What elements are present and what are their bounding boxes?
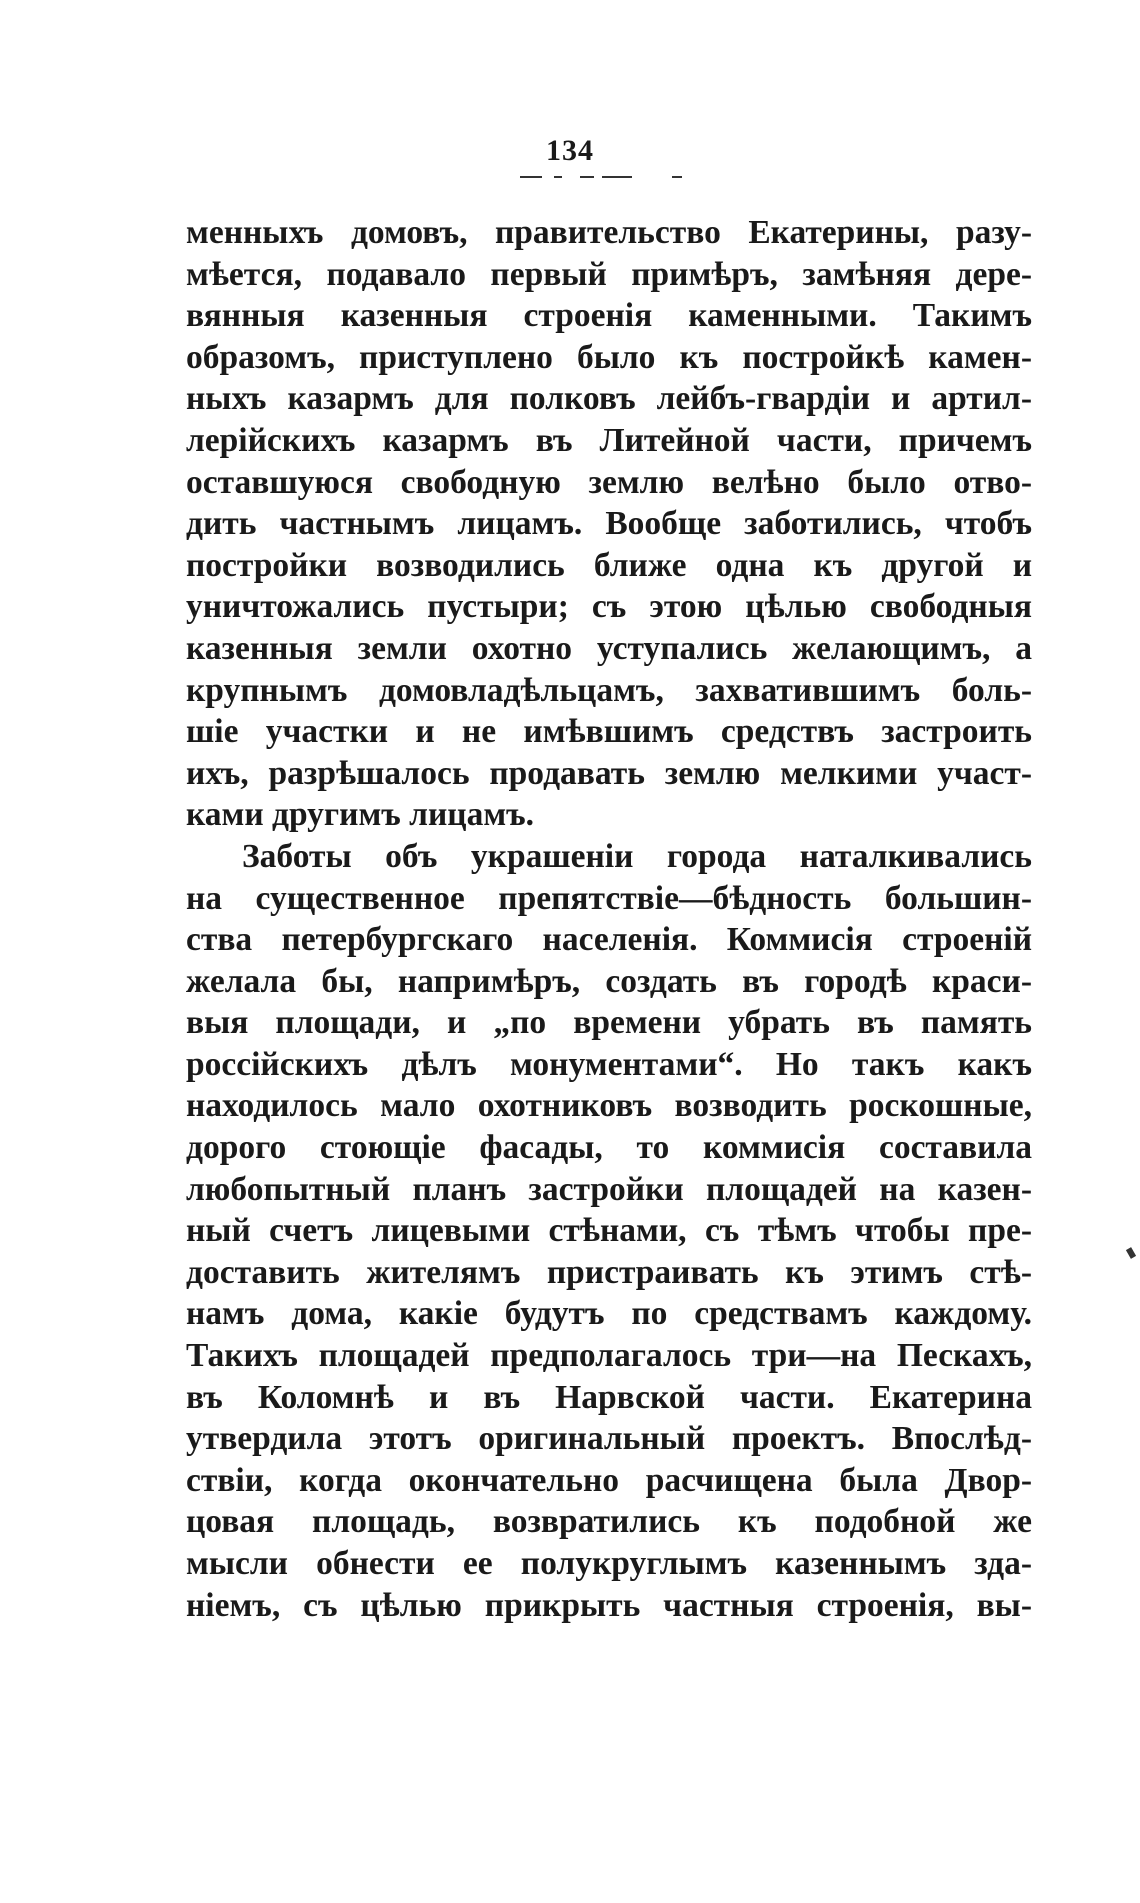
text-line: на существенное препятствіе—бѣдность большин-	[186, 879, 1032, 917]
text-line: утвердила этотъ оригинальный проектъ. Впослѣд-	[186, 1420, 1032, 1458]
text-line: ками другимъ лицамъ.	[186, 796, 535, 834]
ink-speck	[1126, 1247, 1136, 1259]
text-line: уничтожались пустыри; съ этою цѣлью свободныя	[186, 588, 1032, 626]
page-number: 134	[546, 134, 594, 167]
text-line: Заботы объ украшеніи города наталкивались	[242, 837, 1032, 875]
text-line: доставить жителямъ пристраивать къ этимъ стѣ-	[186, 1253, 1032, 1291]
text-line: въ Коломнѣ и въ Нарвской части. Екатерина	[186, 1378, 1032, 1416]
text-line: шіе участки и не имѣвшимъ средствъ застроить	[186, 713, 1032, 751]
text-line: ства петербургскаго населенія. Коммисія строеній	[186, 921, 1032, 959]
text-line: дить частнымъ лицамъ. Вообще заботились, чтобъ	[186, 505, 1032, 543]
text-line: мысли обнести ее полукруглымъ казеннымъ зда-	[186, 1545, 1032, 1582]
text-line: образомъ, приступлено было къ постройкѣ камен-	[186, 338, 1032, 376]
text-line: крупнымъ домовладѣльцамъ, захватившимъ боль-	[186, 671, 1032, 709]
text-line: менныхъ домовъ, правительство Екатерины, разу-	[186, 214, 1032, 251]
text-line: ствіи, когда окончательно расчищена была Двор-	[186, 1461, 1032, 1499]
text-line: находилось мало охотниковъ возводить роскошные,	[186, 1087, 1032, 1125]
text-line: лерійскихъ казармъ въ Литейной части, причемъ	[186, 421, 1032, 459]
text-line: выя площади, и „по времени убрать въ память	[186, 1004, 1032, 1042]
paragraph	[186, 836, 1032, 1626]
text-line: ніемъ, съ цѣлью прикрыть частныя строенія, вы-	[186, 1586, 1032, 1624]
text-line: россійскихъ дѣлъ монументами“. Но такъ какъ	[186, 1045, 1032, 1083]
text-line: казенныя земли охотно уступались желающимъ, а	[186, 629, 1032, 667]
text-line: постройки возводились ближе одна къ другой и	[186, 546, 1032, 584]
text-line: намъ дома, какіе будутъ по средствамъ каждому.	[186, 1295, 1032, 1333]
paragraph	[186, 212, 1032, 836]
text-line: Такихъ площадей предполагалось три—на Пескахъ,	[186, 1337, 1032, 1375]
text-line: цовая площадь, возвратились къ подобной же	[186, 1503, 1032, 1541]
text-line: мѣется, подавало первый примѣръ, замѣняя дере-	[186, 255, 1032, 293]
text-line: желала бы, напримѣръ, создать въ городѣ краси-	[186, 962, 1032, 1000]
body-text	[186, 212, 1032, 1626]
text-line: ныхъ казармъ для полковъ лейбъ-гвардіи и артил-	[186, 380, 1032, 418]
text-line: ихъ, разрѣшалось продавать землю мелкими участ-	[186, 754, 1032, 792]
text-line: вянныя казенныя строенія каменными. Такимъ	[186, 297, 1032, 335]
text-line: любопытный планъ застройки площадей на казен-	[186, 1170, 1032, 1208]
text-line: ный счетъ лицевыми стѣнами, съ тѣмъ чтобы пре-	[186, 1212, 1032, 1250]
header-rule	[520, 176, 690, 180]
text-line: оставшуюся свободную землю велѣно было отво-	[186, 463, 1032, 501]
text-line: дорого стоющіе фасады, то коммисія составила	[186, 1129, 1032, 1167]
